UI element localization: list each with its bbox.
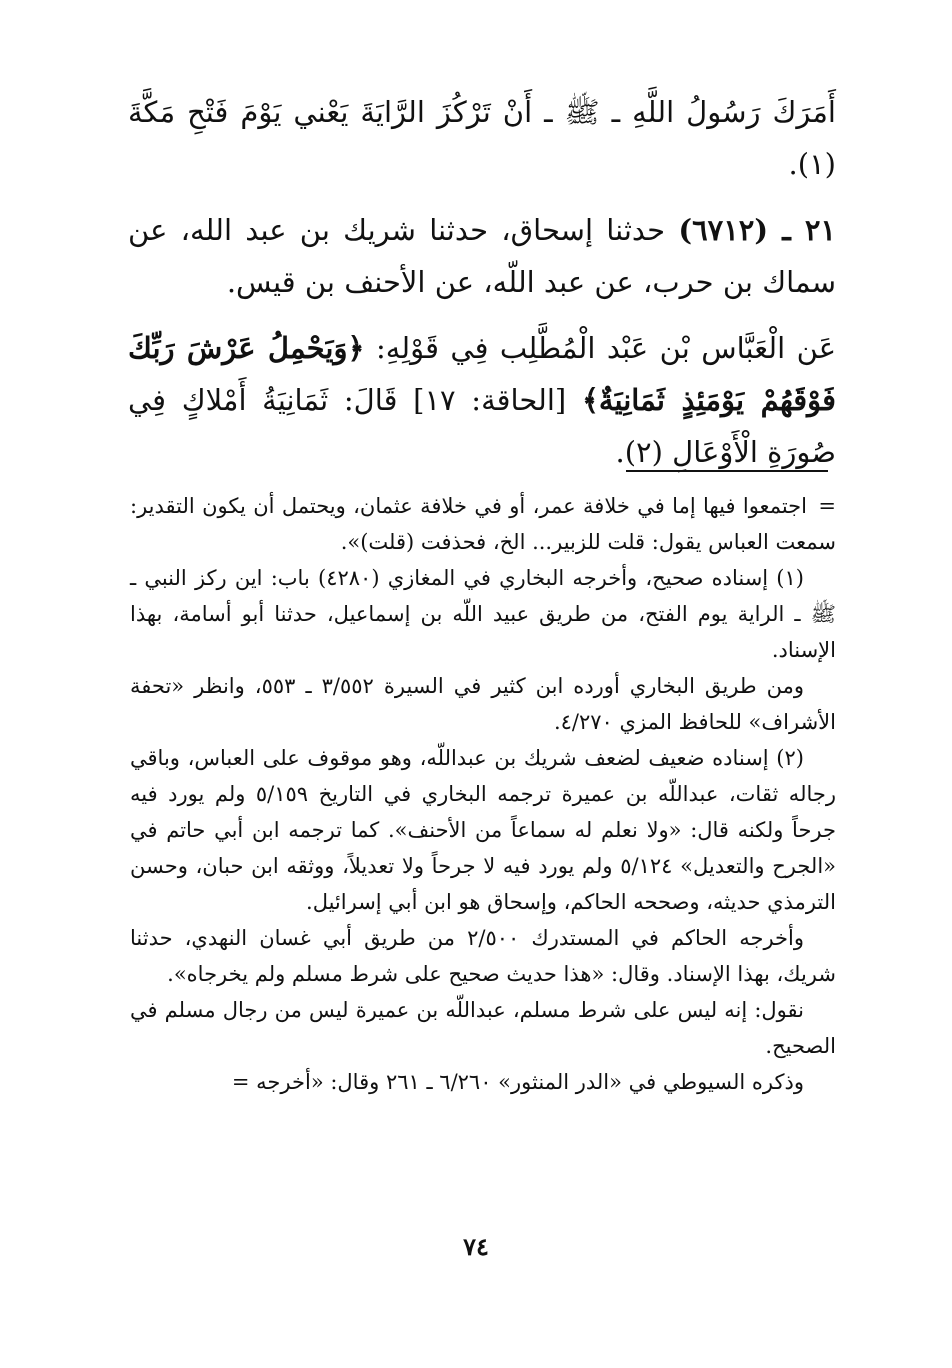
hadith-ending: قَالَ: ثَمَانِيَةُ أَمْلاكٍ فِي صُورَةِ الْأَوْعَالِ (٢). — [128, 383, 836, 469]
footnote-2-paragraph-4 — [130, 1064, 836, 1100]
page-number: ٧٤ — [463, 1232, 489, 1261]
hadith-21 — [128, 204, 836, 308]
footnote-2-paragraph-2: وأخرجه الحاكم في المستدرك ٢/٥٠٠ من طريق أبي غسان النهدي، حدثنا شريك، بهذا الإسناد. وقال: «هذا حديث صحيح على شرط مسلم ولم يخرجاه». — [130, 926, 836, 986]
footnote-separator — [626, 470, 828, 472]
footnote-1-paragraph-2: ومن طريق البخاري أورده ابن كثير في السيرة ٣/٥٥٢ ـ ٥٥٣، وانظر «تحفة الأشراف» للحافظ المزي ٤/٢٧٠. — [130, 674, 836, 734]
footnote-2-paragraph-3: نقول: إنه ليس على شرط مسلم، عبداللّه بن عميرة ليس من رجال مسلم في الصحيح. — [130, 998, 836, 1058]
footnote-2-paragraph-4-text: وذكره السيوطي في «الدر المنثور» ٦/٢٦٠ ـ ٢٦١ وقال: «أخرجه — [256, 1070, 804, 1094]
text-line-1: أَمَرَكَ رَسُولُ اللَّهِ ـ ﷺ ـ أَنْ تَرْكُزَ الرَّايَةَ يَعْني يَوْمَ فَتْحِ مَكَّةَ (١). — [128, 95, 836, 181]
continuation-mark-end: = — [231, 1070, 250, 1094]
quran-verse: ﴿وَيَحْمِلُ عَرْشَ رَبِّكَ فَوْقَهُمْ يَوْمَئِذٍ ثَمَانِيَةٌ﴾ — [128, 331, 837, 417]
hadith-intro: عَن الْعَبَّاس بْن عَبْد الْمُطَّلِب فِي قَوْلِهِ: — [375, 331, 837, 365]
hadith-number: ٢١ ـ (٦٧١٢) — [678, 213, 837, 247]
hadith-text — [128, 322, 836, 478]
footnote-continuation-text: اجتمعوا فيها إما في خلافة عمر، أو في خلافة عثمان، ويحتمل أن يكون التقدير: سمعت العباس يقول: قلت للزبير... الخ، فحذفت (قلت)». — [130, 494, 836, 554]
footnotes — [130, 488, 836, 1100]
quran-reference: [الحاقة: ١٧] — [413, 383, 567, 417]
footnote-2: (٢) إسناده ضعيف لضعف شريك بن عبداللّه، وهو موقوف على العباس، وباقي رجاله ثقات، عبداللّه بن عميرة ترجمه البخاري في التاريخ ٥/١٥٩ ولم يورد فيه جرحاً ولكنه قال: «ولا نعلم له سماعاً من الأحنف». كما ترجمه ابن أبي حاتم في «الجرح والتعديل» ٥/١٢٤ ولم يورد فيه لا جرحاً ولا تعديلاً، ووثقه ابن حبان، وحسن الترمذي حديثه، وصححه الحاكم، وإسحاق هو ابن أبي إسرائيل. — [130, 746, 836, 914]
footnote-continuation — [130, 488, 836, 560]
footnote-1: (١) إسناده صحيح، وأخرجه البخاري في المغازي (٤٢٨٠) باب: اين ركز النبي ـ ﷺ ـ الراية يوم الفتح، من طريق عبيد اللّه بن إسماعيل، حدثنا أبو أسامة، بهذا الإسناد. — [130, 566, 836, 662]
hadith-chain: حدثنا إسحاق، حدثنا شريك بن عبد الله، عن سماك بن حرب، عن عبد اللّه، عن الأحنف بن قيس. — [128, 213, 836, 299]
main-text — [128, 86, 836, 478]
continuation-mark: = — [818, 494, 836, 518]
